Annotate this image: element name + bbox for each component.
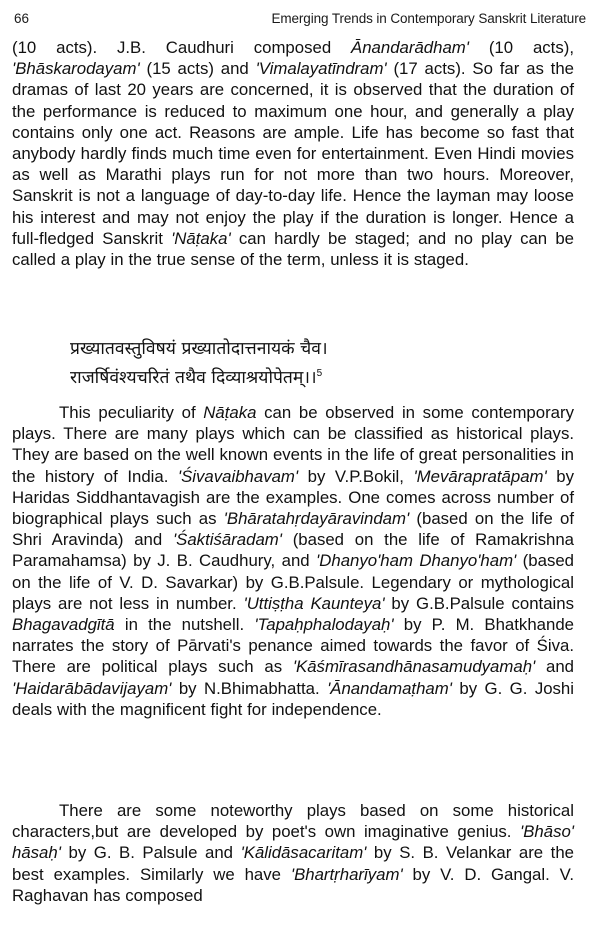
text-run: by Haridas Siddhantavagish are the examples. One comes across number of biographical plays such as xyxy=(12,466,574,529)
text-run: There are some noteworthy plays based on some historical characters,but are developed by poet's own imaginative genius. xyxy=(12,801,574,842)
text-run: (10 acts). J.B. Caudhuri composed xyxy=(12,38,352,57)
text-run: by V.P.Bokil, xyxy=(298,466,414,486)
text-run: (17 acts). So far as the dramas of last 20 years are concerned, it is observed that the duration of the performance is reduced to maximum one hour, and generally a play contains only one act. Reasons are ample. Life has become so fast that anybody hardly finds much time even for entertainment. Even Hindi movies as well as Marathi plays run for not more than two hours. Moreover, Sanskrit is not a language of day-to-day life. Hence the layman may loose his interest and may not enjoy the play if the duration is longer. Hence a full-fledged Sanskrit xyxy=(12,59,574,248)
italic-title: Ānandarādham' xyxy=(351,38,469,57)
italic-title: 'Śivavaibhavam' xyxy=(177,466,299,486)
italic-title: 'Bhāskarodayam' xyxy=(12,59,140,79)
sanskrit-verse-quotation xyxy=(70,335,550,393)
italic-title: 'Mevārapratāpam' xyxy=(413,466,547,486)
italic-title: 'Bhāratahṛdayāravindam' xyxy=(223,509,410,529)
italic-title: 'Tapaḥphalodayaḥ' xyxy=(254,615,394,635)
paragraph-dramas-duration xyxy=(12,37,574,270)
text-run: This peculiarity of xyxy=(59,403,204,422)
text-run: can be observed in some contemporary plays. There are many plays which can be classified as historical plays. They are based on the well known events in the life of great personalities in the history of India. xyxy=(12,403,574,486)
italic-title: 'Haidarābādavijayam' xyxy=(12,678,172,698)
text-run: (based on the life of V. D. Savarkar) by G.B.Palsule. Legendary or mythological plays are not less in number. xyxy=(12,551,574,613)
italic-title: 'Bhartṛharīyam' xyxy=(290,864,403,884)
text-run: by S. B. Velankar are the best examples. Similarly we have xyxy=(12,843,574,884)
text-run: by N.Bhimabhatta. xyxy=(171,678,328,698)
text-run: (based on the life of Ramakrishna Paramahamsa) by J. B. Caudhury, and xyxy=(12,530,574,571)
italic-title: 'Śaktiśāradam' xyxy=(172,530,282,550)
text-run: by P. M. Bhatkhande narrates the story of Pārvati's penance aimed towards the favor of Śiva. There are political plays such as xyxy=(12,615,574,677)
italic-title: 'Nāṭaka' xyxy=(171,228,231,248)
italic-title: 'Kāśmīrasandhānasamudyamaḥ' xyxy=(292,657,536,677)
text-run: (10 acts), xyxy=(468,38,574,57)
italic-title: Nāṭaka xyxy=(203,403,257,422)
text-run: (15 acts) and xyxy=(139,59,256,79)
italic-title: 'Bhāso' hāsaḥ' xyxy=(12,822,574,863)
text-run: by G. G. Joshi deals with the magnificent fight for independence. xyxy=(12,678,574,719)
text-run: by V. D. Gangal. V. Raghavan has composed xyxy=(12,864,574,905)
text-run: by G. B. Palsule and xyxy=(60,843,241,863)
italic-title: 'Uttiṣṭha Kaunteya' xyxy=(243,593,385,613)
verse-line-1: प्रख्यातवस्तुविषयं प्रख्यातोदात्तनायकं चैव। xyxy=(70,339,328,359)
text-run: by G.B.Palsule contains xyxy=(384,593,574,613)
paragraph-nataka-peculiarity xyxy=(12,402,574,720)
paragraph-historical-characters xyxy=(12,800,574,906)
italic-title: 'Kālidāsacaritam' xyxy=(240,843,367,863)
text-run: and xyxy=(535,657,574,677)
verse-line-2 xyxy=(70,364,550,393)
italic-title: Bhagavadgītā xyxy=(12,615,115,635)
italic-title: 'Dhanyo'ham Dhanyo'ham' xyxy=(316,551,517,571)
running-title: Emerging Trends in Contemporary Sanskrit Literature xyxy=(271,11,586,26)
text-run: can hardly be staged; and no play can be called a play in the true sense of the term, unless it is staged. xyxy=(12,228,574,270)
running-header xyxy=(12,9,588,29)
footnote-marker: 5 xyxy=(316,368,323,380)
text-run: in the nutshell. xyxy=(114,615,255,635)
italic-title: 'Ānandamaṭham' xyxy=(327,678,452,698)
text-run: (based on the life of Shri Aravinda) and xyxy=(12,509,574,550)
verse-line-2-text: राजर्षिवंश्यचरितं तथैव दिव्याश्रयोपेतम्।। xyxy=(70,368,317,388)
italic-title: 'Vimalayatīndram' xyxy=(255,59,387,79)
page-number: 66 xyxy=(14,11,30,26)
